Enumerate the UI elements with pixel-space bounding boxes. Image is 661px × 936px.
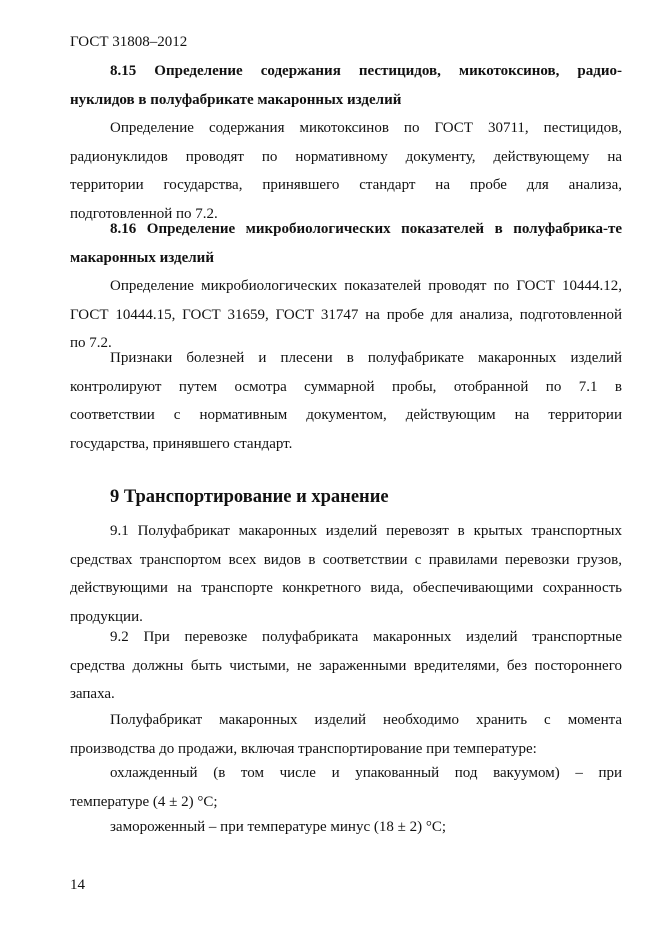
text-line: по 7.2. <box>70 335 112 352</box>
text-line: охлажденный (в том числе и упакованный под вакуумом) – при <box>110 765 622 781</box>
heading-line: 8.16 Определение микробиологических показателей в полуфабрика-те <box>110 221 622 237</box>
text-line: контролируют путем осмотра суммарной пробы, отобранной по 7.1 в <box>70 378 622 395</box>
text-line: продукции. <box>70 608 143 625</box>
text-line: производства до продажи, включая транспортирование при температуре: <box>70 740 537 757</box>
paragraph-mycotoxins <box>70 114 622 228</box>
text-line: запаха. <box>70 686 115 703</box>
text-line: замороженный – при температуре минус (18 ± 2) °С; <box>110 819 447 835</box>
text-line: соответствии с нормативным документом, действующим на территории <box>70 407 622 424</box>
paragraph-9-2 <box>70 623 622 709</box>
text-line: 9.1 Полуфабрикат макаронных изделий перевозят в крытых транспортных <box>110 523 622 539</box>
text-line: действующими на транспорте конкретного вида, обеспечивающими сохранность <box>70 580 622 597</box>
text-line: подготовленной по 7.2. <box>70 205 218 222</box>
text-line: средствах транспортом всех видов в соответствии с правилами перевозки грузов, <box>70 551 622 568</box>
document-header: ГОСТ 31808–2012 <box>70 34 188 50</box>
paragraph-disease-signs <box>70 344 622 458</box>
section-9-heading: 9 Транспортирование и хранение <box>110 487 389 507</box>
heading-line: нуклидов в полуфабрикате макаронных изделий <box>70 91 402 108</box>
text-line: средства должны быть чистыми, не зараженными вредителями, без постороннего <box>70 657 622 674</box>
heading-line: макаронных изделий <box>70 249 214 266</box>
text-line: Полуфабрикат макаронных изделий необходимо хранить с момента <box>110 712 622 728</box>
text-line: Признаки болезней и плесени в полуфабрикате макаронных изделий <box>110 350 622 366</box>
paragraph-9-1 <box>70 517 622 631</box>
text-line: температуре (4 ± 2) °С; <box>70 793 218 810</box>
section-8-15-heading <box>70 57 622 114</box>
heading-line: 8.15 Определение содержания пестицидов, микотоксинов, радио- <box>110 63 622 79</box>
paragraph-storage <box>70 706 622 763</box>
paragraph-frozen <box>70 813 622 842</box>
page-number: 14 <box>70 877 85 893</box>
text-line: 9.2 При перевозке полуфабриката макаронных изделий транспортные <box>110 629 622 645</box>
text-line: ГОСТ 10444.15, ГОСТ 31659, ГОСТ 31747 на пробе для анализа, подготовленной <box>70 306 622 323</box>
section-8-16-heading <box>70 215 622 272</box>
text-line: Определение микробиологических показателей проводят по ГОСТ 10444.12, <box>110 278 622 294</box>
text-line: Определение содержания микотоксинов по ГОСТ 30711, пестицидов, <box>110 120 622 136</box>
text-line: радионуклидов проводят по нормативному документу, действующему на <box>70 148 622 165</box>
text-line: территории государства, принявшего стандарт на пробе для анализа, <box>70 177 622 194</box>
paragraph-chilled <box>70 759 622 816</box>
text-line: государства, принявшего стандарт. <box>70 435 293 452</box>
